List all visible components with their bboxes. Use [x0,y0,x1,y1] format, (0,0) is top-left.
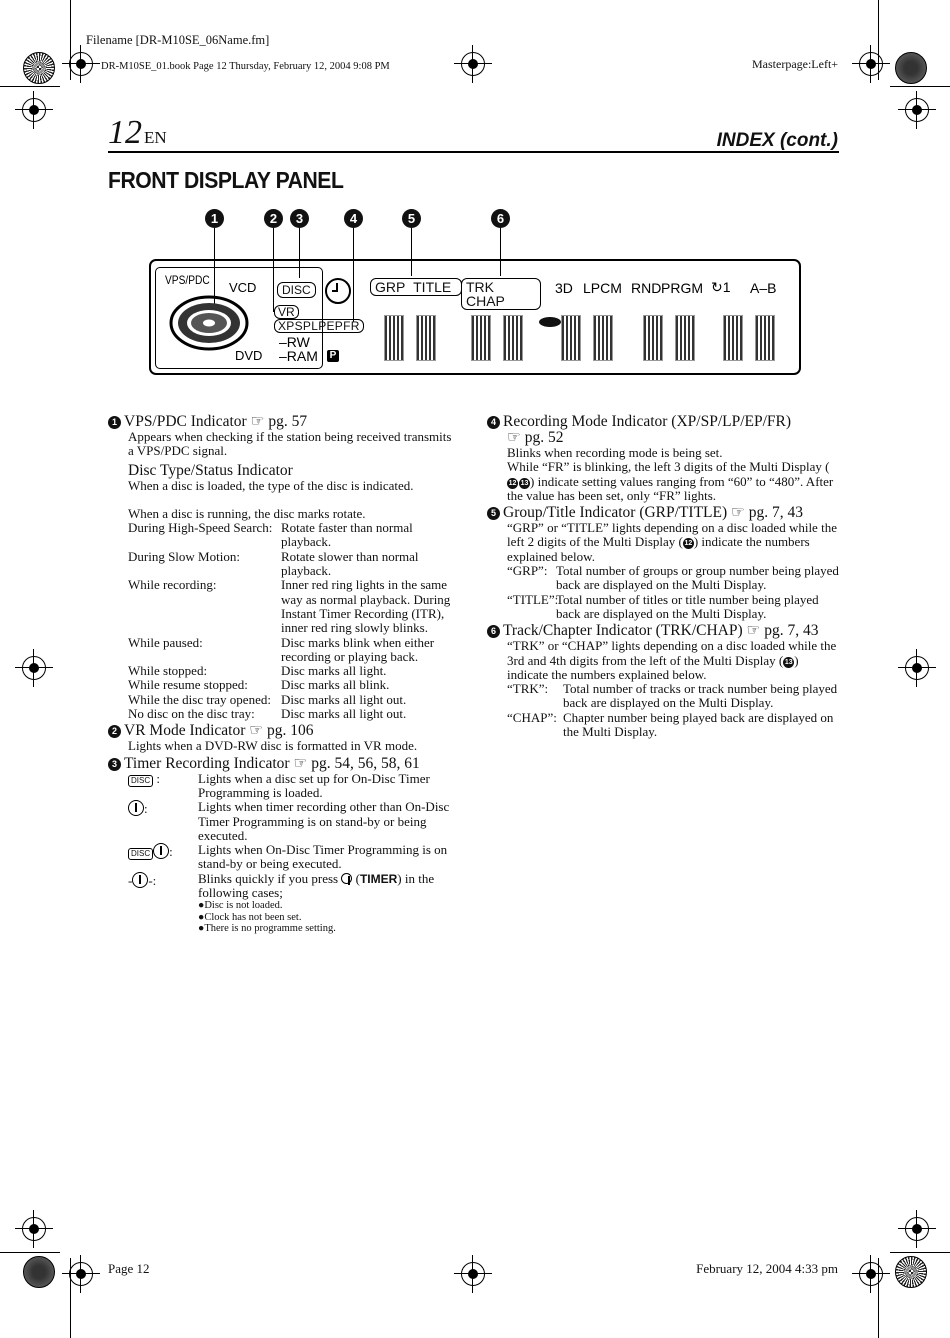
trk-chap-indicator [461,278,541,310]
trk-chap-row: “TRK”: Total number of tracks or track number being played back are displayed on the Multi Display. [507,681,838,711]
registration-crosshair-icon [859,1262,883,1286]
grp-title-text: “GRP” or “TITLE” lights depending on a disc loaded while the left 2 digits of the Multi Display ( 12 ) indicate the numbers explained below. [507,520,837,564]
crop-mark [0,86,60,87]
segment-digit [561,315,581,361]
segment-digit [723,315,743,361]
callout-2: 2 [264,209,283,228]
crop-mark [0,1252,60,1253]
registration-crosshair-icon [22,1217,46,1241]
callout-4: 4 [344,209,363,228]
front-display-panel [149,259,801,375]
left-column [108,412,458,935]
trk-label: TRK [466,279,494,295]
disc-status-row: No disc on the disc tray: Disc marks all light out. [128,706,407,722]
crop-mark [890,1252,950,1253]
page-number: 12 EN [108,114,167,151]
timer-heading: 3 Timer Recording Indicator ☞ pg. 54, 56, 58, 61 [108,756,458,772]
registration-crosshair-icon [905,98,929,122]
vps-pdc-text: Appears when checking if the station being received transmits a VPS/PDC signal. [128,429,452,459]
grp-title-heading: 5 Group/Title Indicator (GRP/TITLE) ☞ pg. 7, 43 [487,505,839,521]
registration-crosshair-icon [905,1217,929,1241]
repeat-indicator: ↻1 [711,279,731,295]
list-item: ●Clock has not been set. [198,911,302,923]
registration-crosshair-icon [461,52,485,76]
header-rule [108,151,839,153]
disc-status-icon [539,317,561,327]
registration-crosshair-icon [905,656,929,680]
registration-crosshair-icon [461,1262,485,1286]
disc-indicator: DISC [277,282,316,298]
print-masterpage: Masterpage:Left+ [752,57,839,71]
registration-crosshair-icon [859,52,883,76]
rec-mode-text1: Blinks when recording mode is being set. [507,445,723,460]
title-label: TITLE [413,279,452,295]
segment-digit [643,315,663,361]
registration-crosshair-icon [22,98,46,122]
vr-mode-heading: 2 VR Mode Indicator ☞ pg. 106 [108,723,458,739]
vr-indicator: VR [274,305,299,319]
prgm-indicator: PRGM [661,280,703,296]
vps-pdc-label: VPS/PDC [165,273,210,287]
segment-digit [416,315,436,361]
rec-mode-heading: 4 Recording Mode Indicator (XP/SP/LP/EP/FR) [487,414,839,430]
clock-icon [128,800,144,816]
vr-mode-text: Lights when a DVD-RW disc is formatted in VR mode. [128,738,418,754]
disc-icon [169,295,249,351]
clock-icon [153,843,169,859]
callout-5: 5 [402,209,421,228]
segment-digit [675,315,695,361]
recording-mode-indicator: XPSPLPEPFR [274,319,364,333]
blinking-clock-icon [132,872,148,888]
timer-bullet-list [198,900,458,935]
timer-row: DISC : Lights when On-Disc Timer Programming is on stand-by or being executed. [128,843,458,872]
timer-clock-icon [325,278,351,304]
rnd-indicator: RND [631,280,662,296]
grp-title-row: “TITLE”: Total number of titles or title number being played back are displayed on the Multi Display. [507,591,819,621]
3d-indicator: 3D [555,280,573,296]
disc-status-row: While the disc tray opened: Disc marks all light out. [128,691,407,707]
rec-mode-ref: ☞ pg. 52 [507,429,564,446]
grp-title-indicator [370,278,462,296]
segment-digit [755,315,775,361]
disc-status-row: While resume stopped: Disc marks all blink. [128,677,390,693]
vcd-label: VCD [229,280,257,295]
disc-type-text: When a disc is loaded, the type of the disc is indicated. [128,477,414,493]
callout-1: 1 [205,209,224,228]
registration-crosshair-icon [22,656,46,680]
crop-mark [890,86,950,87]
trk-chap-text: “TRK” or “CHAP” lights depending on a disc loaded while the 3rd and 4th digits from the left of the Multi Display ( 13 ) indicate the numbers explained below. [507,638,837,682]
segment-digit [384,315,404,361]
print-filename: Filename [DR-M10SE_06Name.fm] [86,33,270,47]
registration-crosshair-icon [69,1262,93,1286]
segment-digit [593,315,613,361]
footer-date: February 12, 2004 4:33 pm [696,1261,838,1276]
disc-icon: DISC [128,848,153,860]
p-badge: P [327,350,339,362]
disc-status-row: While paused: Disc marks blink when either recording or playing back. [128,634,435,664]
rw-indicator: –RW [279,334,310,350]
callout-6: 6 [491,209,510,228]
print-book-line: DR-M10SE_01.book Page 12 Thursday, February 12, 2004 9:08 PM [101,61,390,72]
grp-label: GRP [375,279,406,295]
clock-icon [341,873,352,884]
timer-row: : Lights when timer recording other than On-Disc Timer Programming is on stand-by or being executed. [128,800,458,843]
disc-icon: DISC [128,775,153,787]
ab-repeat-indicator: A–B [750,280,777,296]
disc-status-row: During High-Speed Search: Rotate faster than normal playback. [128,520,413,550]
registration-crosshair-icon [69,52,93,76]
grp-title-row: “GRP”: Total number of groups or group number being played back are displayed on the Multi Display. [507,563,839,593]
trk-chap-row: “CHAP”: Chapter number being played back are displayed on the Multi Display. [507,709,834,740]
footer-page: Page 12 [108,1261,150,1276]
chap-label: CHAP [466,293,505,309]
segment-digit [503,315,523,361]
timer-row: DISC : Lights when a disc set up for On-Disc Timer Programming is loaded. [128,772,458,801]
disc-status-table [128,521,458,721]
section-title: INDEX (cont.) [716,130,838,151]
trk-chap-heading: 6 Track/Chapter Indicator (TRK/CHAP) ☞ pg. 7, 43 [487,623,839,639]
ram-indicator: –RAM [279,348,318,364]
right-column [487,412,839,739]
list-item: ●There is no programme setting. [198,923,336,935]
registration-disc-icon [895,52,927,84]
dvd-label: DVD [235,348,263,363]
disc-running-text: When a disc is running, the disc marks rotate. [128,505,366,521]
vps-pdc-heading: 1 VPS/PDC Indicator ☞ pg. 57 [108,414,458,430]
lpcm-indicator: LPCM [583,280,622,296]
registration-disc-icon [895,1256,927,1288]
registration-disc-icon [23,1256,55,1288]
registration-disc-icon [23,52,55,84]
list-item: ●Disc is not loaded. [198,900,283,912]
disc-status-row: While recording: Inner red ring lights in the same way as normal playback. During Instant Timer Recording (ITR), inner red ring slowly blinks. [128,577,451,636]
disc-status-row: While stopped: Disc marks all light. [128,663,387,679]
rec-mode-text2: While “FR” is blinking, the left 3 digits of the Multi Display (12 13 ) indicate setting values ranging from “60” to “480”. After the value has been set, only “FR” lights. [507,459,834,503]
segment-digit [471,315,491,361]
timer-row: - -: Blinks quickly if you press (TIMER) in the following cases; [128,870,435,901]
disc-status-row: During Slow Motion: Rotate slower than normal playback. [128,548,419,579]
disc-type-heading: Disc Type/Status Indicator [128,461,293,479]
page-title: FRONT DISPLAY PANEL [108,167,344,193]
callout-3: 3 [290,209,309,228]
